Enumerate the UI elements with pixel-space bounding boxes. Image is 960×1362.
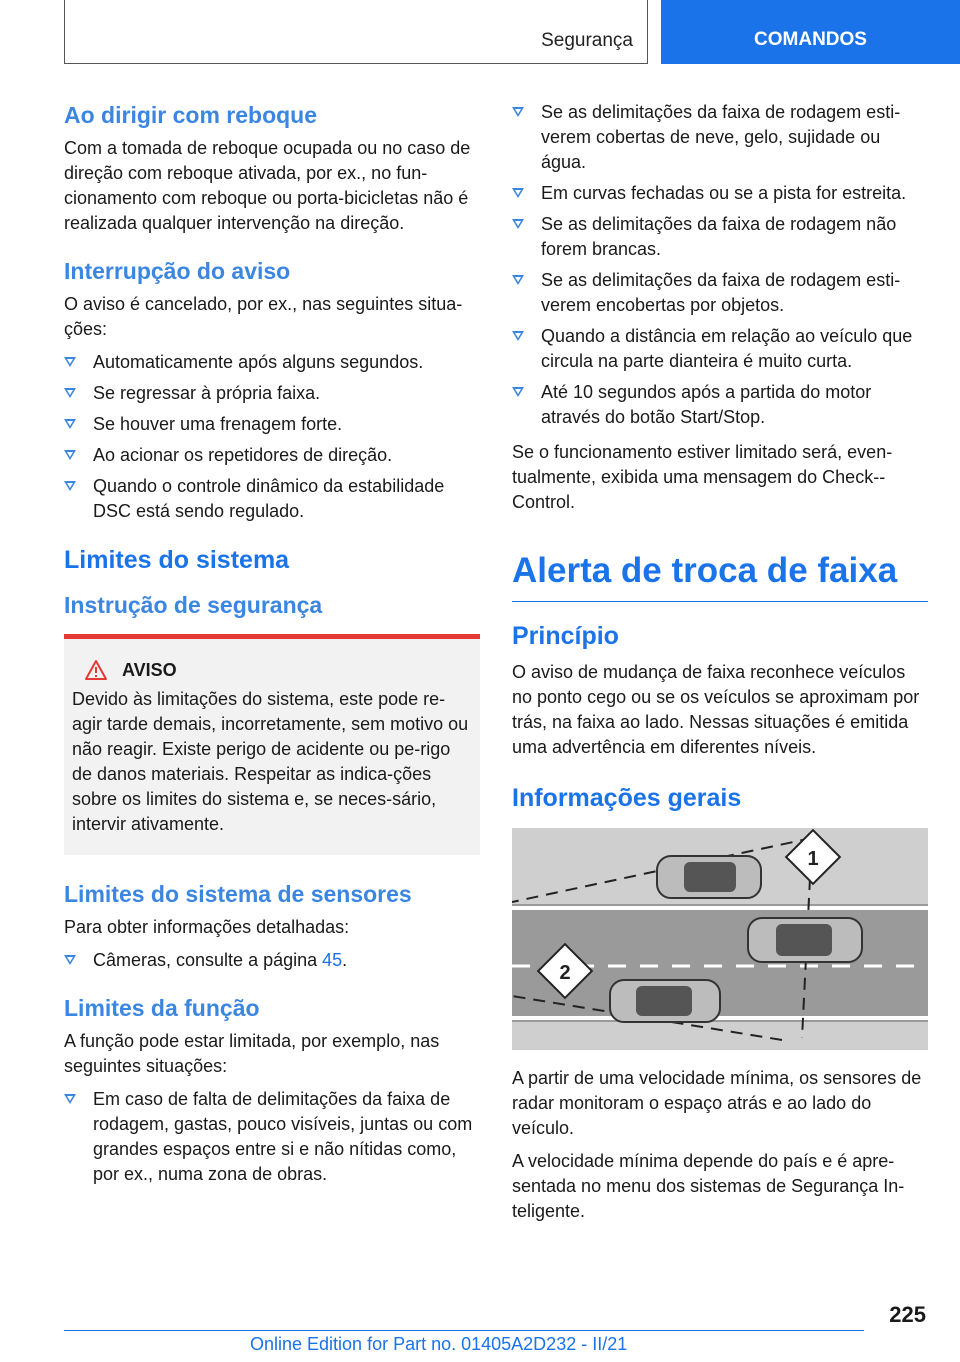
general-text-2: A velocidade mínima depende do país e é apre-sentada no menu dos sistemas de Segurança In-teligente. (512, 1151, 905, 1221)
footer-edition: Online Edition for Part no. 01405A2D232 - II/21 (250, 1334, 628, 1354)
triangle-bullet-icon (64, 955, 76, 965)
triangle-bullet-icon (512, 219, 524, 229)
list-item: Até 10 segundos após a partida do motor através do botão Start/Stop. (512, 380, 928, 430)
list-item: Quando a distância em relação ao veículo que circula na parte dianteira é muito curta. (512, 324, 928, 374)
interruption-list (64, 350, 480, 524)
warning-title-row (84, 659, 470, 681)
svg-text:1: 1 (807, 848, 819, 870)
triangle-bullet-icon (512, 107, 524, 117)
page-number: 225 (889, 1302, 926, 1327)
warning-title: AVISO (122, 659, 177, 680)
list-item: Se regressar à própria faixa. (64, 381, 480, 406)
principle-text: O aviso de mudança de faixa reconhece veículos no ponto cego ou se os veículos se aproximam por trás, na faixa ao lado. Nessas situações é emitida uma advertência em diferentes níveis. (512, 662, 920, 757)
list-item: Câmeras, consulte a página 45. (64, 948, 480, 973)
list-item: Automaticamente após alguns segundos. (64, 350, 480, 375)
function-list (64, 1087, 480, 1187)
function-list-continued (512, 100, 928, 430)
list-item: Se as delimitações da faixa de rodagem não forem brancas. (512, 212, 928, 262)
triangle-bullet-icon (512, 387, 524, 397)
chapter-title: Alerta de troca de faixa (512, 549, 928, 602)
triangle-bullet-icon (64, 419, 76, 429)
triangle-bullet-icon (64, 357, 76, 367)
list-item: Quando o controle dinâmico da estabilidade DSC está sendo regulado. (64, 474, 480, 524)
list-item: Se as delimitações da faixa de rodagem esti-verem encobertas por objetos. (512, 268, 928, 318)
list-item: Em curvas fechadas ou se a pista for estreita. (512, 181, 928, 206)
triangle-bullet-icon (512, 188, 524, 198)
sensors-list (64, 948, 480, 973)
triangle-bullet-icon (64, 388, 76, 398)
sensors-intro: Para obter informações detalhadas: (64, 917, 350, 937)
footer-divider (64, 1330, 864, 1331)
check-control-text: Se o funcionamento estiver limitado será, even-tualmente, exibida uma mensagem do Check--Control. (512, 442, 893, 512)
general-text-1: A partir de uma velocidade mínima, os sensores de radar monitoram o espaço atrás e ao lado do veículo. (512, 1068, 922, 1138)
car-icon (657, 856, 761, 898)
triangle-bullet-icon (512, 331, 524, 341)
header-box (64, 0, 648, 64)
principle-heading: Princípio (512, 622, 619, 650)
function-intro: A função pode estar limitada, por exemplo, nas seguintes situações: (64, 1031, 440, 1076)
warning-box (64, 634, 480, 855)
triangle-bullet-icon (512, 275, 524, 285)
towing-heading: Ao dirigir com reboque (64, 102, 318, 128)
list-item: Em caso de falta de delimitações da faixa de rodagem, gastas, pouco visíveis, juntas ou com grandes espaços entre si e não nítidas como, por ex., numa zona de obras. (64, 1087, 480, 1187)
triangle-bullet-icon (64, 481, 76, 491)
list-item: Se houver uma frenagem forte. (64, 412, 480, 437)
interruption-intro: O aviso é cancelado, por ex., nas seguintes situa-ções: (64, 294, 463, 339)
header-section: Segurança (541, 30, 633, 51)
left-column (64, 100, 480, 1197)
warning-text: Devido às limitações do sistema, este pode re-agir tarde demais, incorretamente, sem motivo ou não reagir. Existe perigo de acidente ou pe-rigo de danos materiais. Respeitar as indica-ções sobre os limites do sistema e, se neces-sário, intervir ativamente. (72, 689, 469, 834)
car-icon (610, 980, 720, 1022)
limits-heading: Limites do sistema (64, 546, 290, 574)
safety-heading: Instrução de segurança (64, 592, 323, 618)
lane-change-illustration (512, 828, 928, 1050)
car-icon (748, 918, 862, 962)
triangle-bullet-icon (64, 450, 76, 460)
sensors-heading: Limites do sistema de sensores (64, 881, 412, 907)
list-item: Se as delimitações da faixa de rodagem esti-verem cobertas de neve, gelo, sujidade ou água. (512, 100, 928, 175)
page-link[interactable]: 45 (322, 950, 343, 970)
general-heading: Informações gerais (512, 784, 742, 812)
svg-text:2: 2 (559, 962, 571, 984)
triangle-bullet-icon (64, 1094, 76, 1104)
function-heading: Limites da função (64, 995, 260, 1021)
towing-text: Com a tomada de reboque ocupada ou no caso de direção com reboque ativada, por ex., no fun-cionamento com reboque ou porta-bicicletas não é realizada qualquer intervenção na direção. (64, 138, 471, 233)
warning-triangle-icon (84, 659, 108, 681)
interruption-heading: Interrupção do aviso (64, 258, 291, 284)
list-item: Ao acionar os repetidores de direção. (64, 443, 480, 468)
right-column (512, 100, 928, 1232)
header-tab[interactable]: COMANDOS (661, 0, 960, 64)
